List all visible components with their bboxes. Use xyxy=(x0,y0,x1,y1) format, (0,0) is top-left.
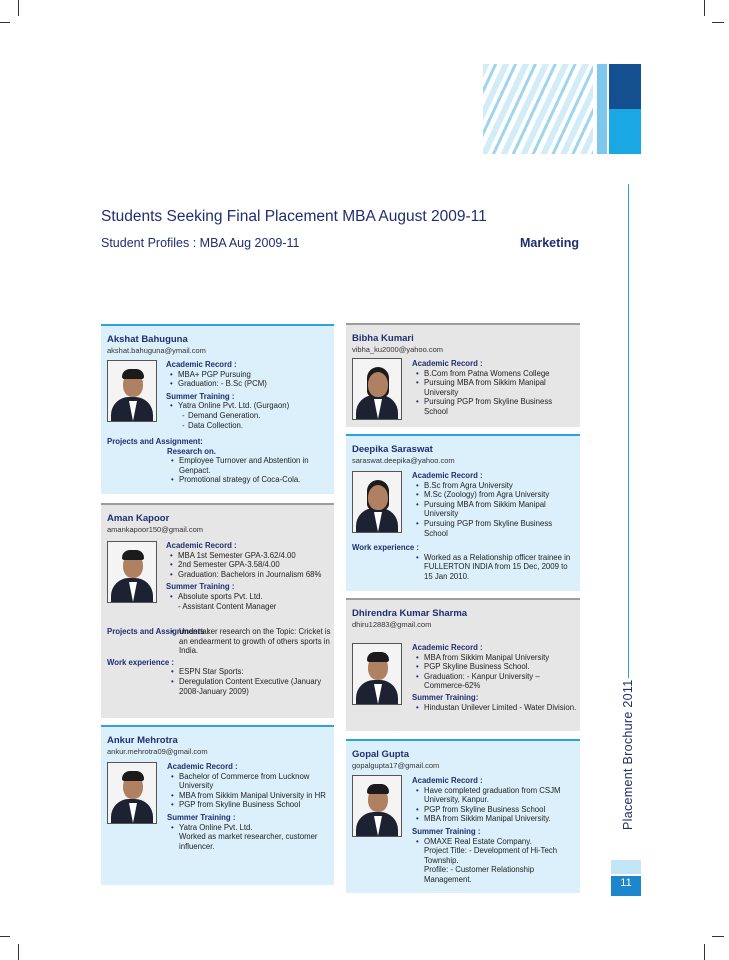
work-label: Work experience : xyxy=(107,657,175,667)
list-item: • ESPN Star Sports: xyxy=(167,667,331,677)
student-photo xyxy=(107,541,157,603)
crop-mark xyxy=(704,0,705,16)
crop-mark xyxy=(18,944,19,960)
side-divider xyxy=(628,184,629,678)
list-item: • OMAXE Real Estate Company. xyxy=(412,837,577,847)
list-item: - Demand Generation. xyxy=(166,411,331,421)
list-item: • Promotional strategy of Coca-Cola. xyxy=(167,475,331,485)
list-item: • PGP Skyline Business School. xyxy=(412,662,577,672)
page-subtitle: Student Profiles : MBA Aug 2009-11 xyxy=(101,236,300,250)
student-photo xyxy=(352,775,402,837)
list-item: • Absolute sports Pvt. Ltd. xyxy=(166,592,331,602)
list-item: • MBA from Sikkim Manipal University xyxy=(412,653,577,663)
decorative-bar xyxy=(597,64,607,154)
list-item: • M.Sc (Zoology) from Agra University xyxy=(412,490,577,500)
academic-label: Academic Record : xyxy=(412,643,483,652)
projects-section xyxy=(107,437,331,485)
crop-mark xyxy=(0,936,10,937)
academic-label: Academic Record : xyxy=(412,359,483,368)
list-item: • Undertaker research on the Topic: Cricket is an endearment to growth of others sports in India. xyxy=(167,627,331,656)
brochure-side-label: Placement Brochure 2011 xyxy=(621,679,635,830)
list-item: • Pursuing MBA from Sikkim Manipal University xyxy=(412,500,577,519)
list-item: • Yatra Online Pvt. Ltd. xyxy=(167,823,331,833)
academic-record xyxy=(412,643,577,712)
projects-label: Projects and Assignment: xyxy=(107,437,203,446)
list-item: • MBA from Sikkim Manipal University. xyxy=(412,814,577,824)
header-graphic xyxy=(483,64,641,154)
list-item: Profile: - Customer Relationship Management. xyxy=(424,865,535,884)
list-item: • 2nd Semester GPA-3.58/4.00 xyxy=(166,560,331,570)
work-label: Work experience : xyxy=(352,543,420,552)
training-label: Summer Training : xyxy=(167,812,236,822)
academic-label: Academic Record : xyxy=(167,762,238,771)
student-photo xyxy=(107,360,157,422)
student-photo xyxy=(352,358,402,420)
academic-label: Academic Record : xyxy=(166,541,237,550)
student-email: gopalgupta17@gmail.com xyxy=(352,761,440,770)
work-section xyxy=(352,543,577,581)
page-number: 11 xyxy=(620,877,632,889)
list-item: • Graduation: - B.Sc (PCM) xyxy=(166,379,331,389)
academic-record xyxy=(166,541,331,611)
projects-label: Projects and Assignments : xyxy=(107,627,210,636)
student-email: amankapoor150@gmail.com xyxy=(107,525,203,534)
list-item: • PGP from Skyline Business School xyxy=(412,805,577,815)
projects-section xyxy=(107,627,331,696)
crop-mark xyxy=(0,22,10,23)
list-item: • Employee Turnover and Abstention in Genpact. xyxy=(167,456,331,475)
academic-record xyxy=(412,776,577,885)
list-item: • Have completed graduation from CSJM University, Kanpur. xyxy=(412,786,577,805)
list-item: • Yatra Online Pvt. Ltd. (Gurgaon) xyxy=(166,401,331,411)
list-item: • Worked as a Relationship officer trainee in FULLERTON INDIA from 15 Dec, 2009 to 15 Jan 2010. xyxy=(412,553,577,582)
student-photo xyxy=(352,471,402,533)
list-item: • MBA 1st Semester GPA-3.62/4.00 xyxy=(166,551,331,561)
student-name: Ankur Mehrotra xyxy=(107,735,178,746)
list-item: • Deregulation Content Executive (January 2008-January 2009) xyxy=(167,677,331,696)
student-name: Gopal Gupta xyxy=(352,749,409,760)
list-item: - Assistant Content Manager xyxy=(178,601,277,611)
list-item: • PGP from Skyline Business School xyxy=(167,800,331,810)
list-item: • B.Sc from Agra University xyxy=(412,481,577,491)
list-item: - Data Collection. xyxy=(166,421,331,431)
list-item: • Pursuing MBA from Sikkim Manipal University xyxy=(412,378,577,397)
academic-label: Academic Record : xyxy=(412,471,483,480)
list-item: Worked as market researcher, customer influencer. xyxy=(179,832,318,851)
list-item: • Hindustan Unilever Limited - Water Division. xyxy=(412,703,577,713)
student-email: vibha_ku2000@yahoo.com xyxy=(352,345,444,354)
student-name: Aman Kapoor xyxy=(107,513,170,524)
student-name: Deepika Saraswat xyxy=(352,444,433,455)
building-stripes-graphic xyxy=(483,64,593,154)
list-item: • Pursuing PGP from Skyline Business School xyxy=(412,397,577,416)
academic-record xyxy=(166,360,331,430)
student-email: akshat.bahuguna@ymail.com xyxy=(107,346,206,355)
list-item: • Graduation: - Kanpur University – Commerce-62% xyxy=(412,672,577,691)
training-label: Summer Training : xyxy=(166,391,235,401)
list-item: • Graduation: Bachelors in Journalism 68% xyxy=(166,570,331,580)
student-email: ankur.mehrotra09@gmail.com xyxy=(107,747,208,756)
list-item: • Bachelor of Commerce from Lucknow University xyxy=(167,772,331,791)
crop-mark xyxy=(712,936,724,937)
academic-record xyxy=(412,359,577,417)
page-title: Students Seeking Final Placement MBA August 2009-11 xyxy=(101,208,487,225)
list-item: • MBA from Sikkim Manipal University in HR xyxy=(167,791,331,801)
training-label: Summer Training : xyxy=(166,582,235,592)
department-label: Marketing xyxy=(520,236,580,250)
student-name: Bibha Kumari xyxy=(352,333,414,344)
list-item: • MBA+ PGP Pursuing xyxy=(166,370,331,380)
decorative-bar xyxy=(609,109,641,154)
list-item: • B.Com from Patna Womens College xyxy=(412,369,577,379)
student-email: saraswat.deepika@yahoo.com xyxy=(352,456,455,465)
crop-mark xyxy=(704,944,705,960)
academic-record xyxy=(167,762,331,851)
student-photo xyxy=(107,762,157,824)
student-photo xyxy=(352,643,402,705)
student-email: dhiru12883@gmail.com xyxy=(352,620,432,629)
crop-mark xyxy=(712,22,724,23)
list-item: Project Title: - Development of Hi-Tech Township. xyxy=(424,846,558,865)
academic-label: Academic Record : xyxy=(166,360,237,369)
training-label: Summer Training : xyxy=(412,826,481,836)
academic-record xyxy=(412,471,577,538)
page-tab-decoration xyxy=(611,860,641,874)
student-name: Akshat Bahuguna xyxy=(107,334,188,345)
training-label: Summer Training: xyxy=(412,692,479,702)
decorative-bar xyxy=(609,64,641,109)
student-name: Dhirendra Kumar Sharma xyxy=(352,608,468,619)
list-item: • Pursuing PGP from Skyline Business School xyxy=(412,519,577,538)
crop-mark xyxy=(18,0,19,16)
academic-label: Academic Record : xyxy=(412,776,483,785)
projects-heading: Research on. xyxy=(167,446,216,456)
